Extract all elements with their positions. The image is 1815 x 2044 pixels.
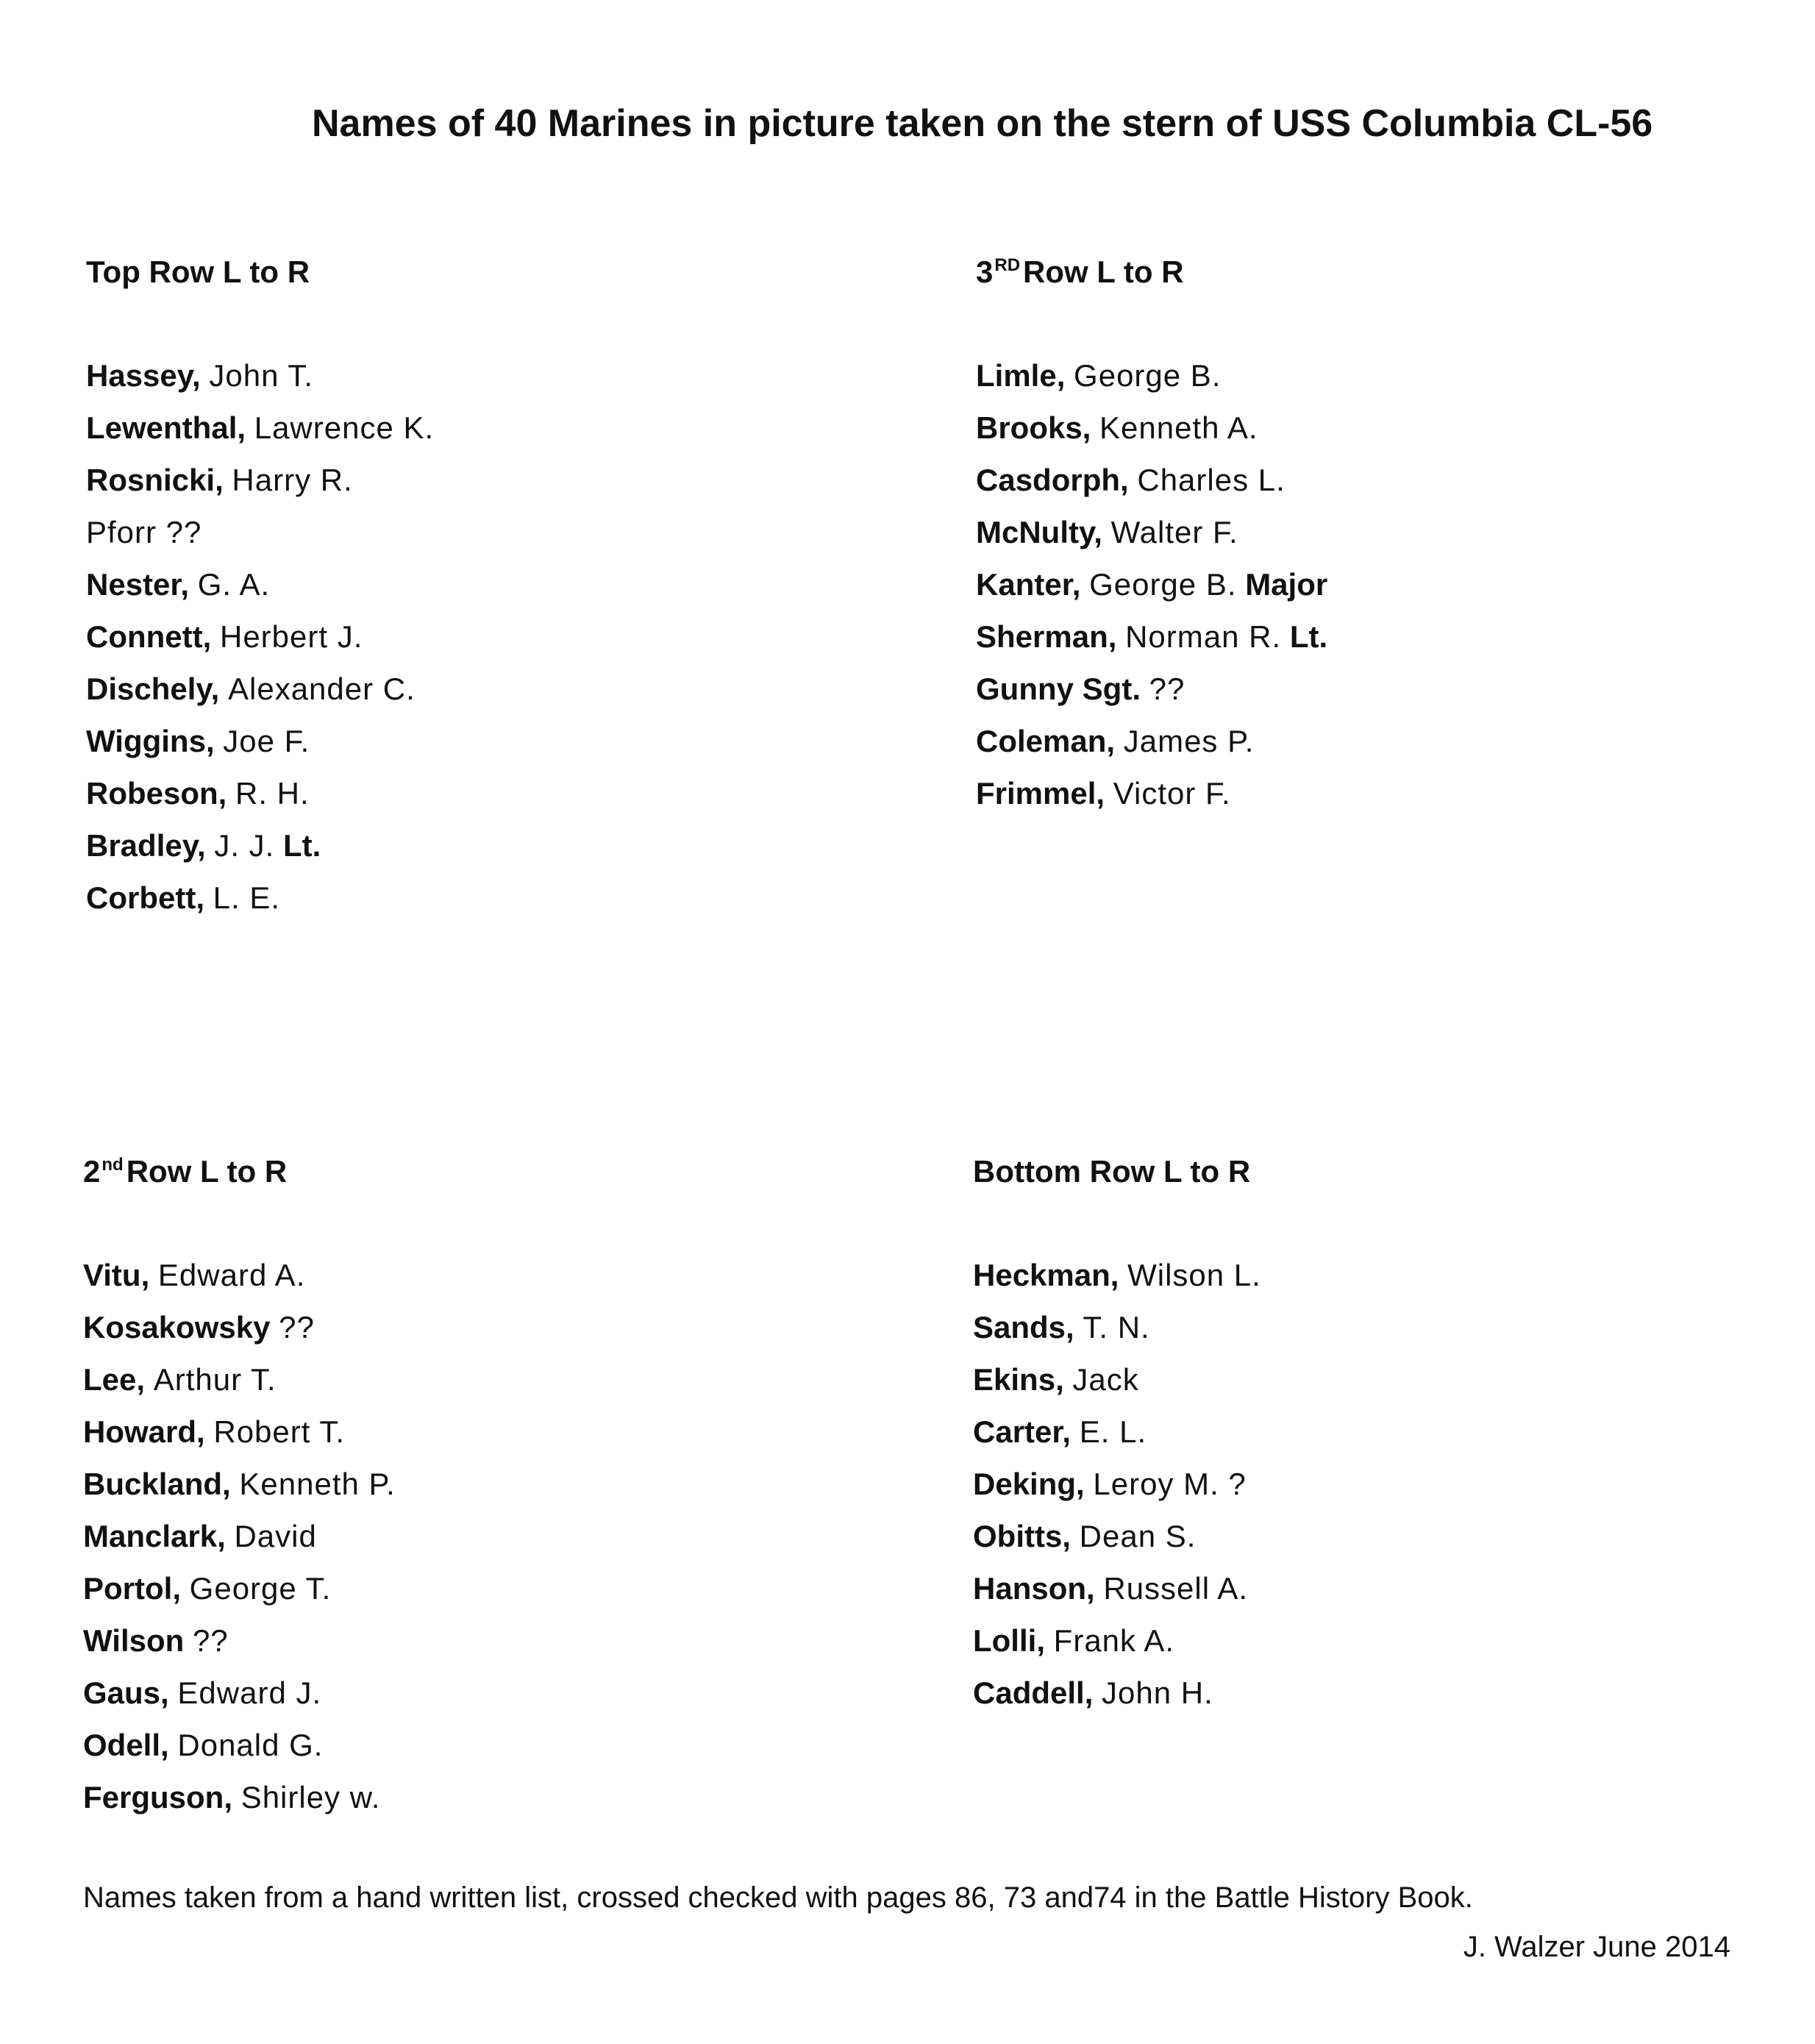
name-entry (976, 715, 1327, 767)
given-name: L. E. (213, 880, 281, 915)
given-name: Norman R. (1125, 619, 1282, 654)
name-entry (86, 715, 434, 767)
separator: , (136, 1362, 146, 1397)
separator: , (196, 880, 204, 915)
name-entry (86, 819, 434, 872)
given-name: Wilson L. (1127, 1258, 1261, 1292)
heading-number: 2 (83, 1154, 101, 1189)
heading-number: 3 (976, 254, 994, 289)
separator: , (1110, 1258, 1119, 1292)
name-entry (83, 1458, 396, 1510)
name-entry (973, 1562, 1261, 1614)
heading-superscript: RD (994, 255, 1021, 275)
name-entry (973, 1667, 1261, 1719)
name-entry (86, 610, 434, 663)
surname: Gunny Sgt. (976, 672, 1141, 706)
surname: Kosakowsky (83, 1310, 271, 1345)
separator: , (1086, 1571, 1095, 1606)
name-list (83, 1249, 396, 1823)
surname: Lolli (973, 1623, 1037, 1658)
name-entry (83, 1353, 396, 1406)
surname: Ekins (973, 1362, 1056, 1397)
separator: , (160, 1728, 169, 1762)
surname: Carter (973, 1414, 1063, 1449)
name-list (976, 349, 1327, 819)
name-entry (83, 1562, 396, 1614)
given-name: George B. (1074, 358, 1222, 393)
surname: Heckman (973, 1258, 1110, 1292)
given-name: ?? (192, 1623, 229, 1658)
name-entry (973, 1353, 1261, 1406)
given-name: Frank A. (1053, 1623, 1175, 1658)
section-heading (83, 1150, 287, 1194)
surname: Caddell (973, 1676, 1085, 1710)
given-name: Charles L. (1137, 463, 1286, 497)
given-name: George T. (189, 1571, 332, 1606)
surname: Sherman (976, 619, 1108, 654)
surname: Coleman (976, 724, 1107, 758)
given-name: T. N. (1083, 1310, 1150, 1345)
heading-text: Row L to R (126, 1154, 288, 1189)
separator: , (1066, 1310, 1074, 1345)
separator: , (224, 1780, 233, 1815)
surname: Wilson (83, 1623, 185, 1658)
separator: , (1108, 619, 1117, 654)
given-name: Edward A. (157, 1258, 306, 1292)
given-name: Robert T. (213, 1414, 345, 1449)
given-name: E. L. (1079, 1414, 1147, 1449)
rank-label: Lt. (283, 828, 321, 863)
separator: , (196, 1414, 205, 1449)
section-heading: Top Row L to R (86, 254, 310, 289)
given-name: Kenneth A. (1099, 410, 1258, 445)
heading-superscript: nd (101, 1155, 124, 1175)
given-name: ?? (1149, 672, 1185, 706)
separator: , (1094, 515, 1102, 549)
given-name: R. H. (235, 776, 310, 811)
surname: Frimmel (976, 776, 1097, 811)
separator: , (1082, 410, 1091, 445)
surname: Corbett (86, 880, 196, 915)
section-top-row (86, 250, 435, 915)
name-entry (83, 1719, 396, 1771)
separator: , (196, 828, 206, 863)
given-name: Alexander C. (227, 672, 416, 706)
given-name: Russell A. (1103, 1571, 1249, 1606)
separator: , (140, 1258, 150, 1292)
surname: Nester (86, 567, 181, 602)
name-entry (976, 349, 1327, 402)
separator: , (160, 1676, 169, 1710)
separator: , (202, 619, 212, 654)
given-name: Walter F. (1110, 515, 1238, 549)
name-entry (86, 454, 434, 506)
surname: Portol (83, 1571, 173, 1606)
separator: , (237, 410, 246, 445)
given-name: Lawrence K. (254, 410, 435, 445)
surname: Lee (83, 1362, 137, 1397)
surname: Rosnicki (86, 463, 215, 497)
separator: , (217, 1519, 226, 1553)
separator: , (1071, 567, 1081, 602)
name-entry (976, 454, 1327, 506)
name-entry (976, 767, 1327, 819)
given-name: Dean S. (1079, 1519, 1197, 1553)
separator: , (1055, 1362, 1064, 1397)
surname: Hassey (86, 358, 193, 393)
section-bottom-row (973, 1150, 1261, 1710)
name-entry (83, 1249, 396, 1301)
separator: , (180, 567, 190, 602)
separator: , (1056, 358, 1066, 393)
given-name: G. A. (197, 567, 271, 602)
surname: Deking (973, 1467, 1077, 1501)
separator: , (205, 724, 215, 758)
surname: Buckland (83, 1467, 223, 1501)
separator: , (210, 672, 220, 706)
given-name: Arthur T. (153, 1362, 277, 1397)
surname: Ferguson (83, 1780, 224, 1815)
name-entry (973, 1301, 1261, 1353)
given-name: Victor F. (1113, 776, 1231, 811)
given-name: John T. (209, 358, 314, 393)
name-entry (976, 506, 1327, 558)
given-name: Leroy M. ? (1093, 1467, 1247, 1501)
surname: Hanson (973, 1571, 1087, 1606)
section-heading (976, 250, 1184, 294)
name-list (973, 1249, 1261, 1719)
surname: Limle (976, 358, 1057, 393)
separator: , (1062, 1414, 1071, 1449)
rank-label: Lt. (1289, 619, 1328, 654)
given-name: Kenneth P. (239, 1467, 396, 1501)
name-entry (976, 558, 1327, 610)
surname: Howard (83, 1414, 197, 1449)
page-title: Names of 40 Marines in picture taken on the stern of USS Columbia CL-56 (312, 102, 1653, 145)
separator: , (222, 1467, 231, 1501)
name-entry (976, 610, 1327, 663)
given-name: Shirley w. (240, 1780, 381, 1815)
surname: Wiggins (86, 724, 206, 758)
heading-text: Row L to R (1023, 254, 1184, 289)
surname: Bradley (86, 828, 197, 863)
separator: , (1062, 1519, 1071, 1553)
separator: , (1096, 776, 1105, 811)
given-name: David (234, 1519, 317, 1553)
name-entry (86, 506, 434, 558)
name-entry (83, 1301, 396, 1353)
section-second-row (83, 1150, 396, 1815)
name-entry (973, 1510, 1261, 1562)
given-name: Joe F. (223, 724, 310, 758)
name-entry (973, 1458, 1261, 1510)
given-name: Herbert J. (219, 619, 363, 654)
given-name: Pforr ?? (86, 515, 202, 549)
name-entry (83, 1771, 396, 1823)
rank-label: Major (1245, 567, 1328, 602)
given-name: George B. (1089, 567, 1237, 602)
surname: Obitts (973, 1519, 1063, 1553)
separator: , (1106, 724, 1116, 758)
given-name: Jack (1072, 1362, 1139, 1397)
given-name: Edward J. (177, 1676, 322, 1710)
name-entry (973, 1406, 1261, 1458)
name-entry (86, 767, 434, 819)
surname: Sands (973, 1310, 1066, 1345)
given-name: J. J. (214, 828, 275, 863)
name-entry (86, 349, 434, 402)
separator: , (215, 463, 224, 497)
separator: , (192, 358, 201, 393)
surname: Casdorph (976, 463, 1121, 497)
surname: Brooks (976, 410, 1083, 445)
name-entry (83, 1667, 396, 1719)
surname: Connett (86, 619, 203, 654)
name-entry (86, 402, 434, 454)
surname: Vitu (83, 1258, 141, 1292)
given-name: James P. (1123, 724, 1255, 758)
name-entry (86, 872, 434, 924)
name-entry (86, 558, 434, 610)
name-entry (976, 402, 1327, 454)
surname: McNulty (976, 515, 1094, 549)
separator: , (1036, 1623, 1045, 1658)
name-entry (973, 1614, 1261, 1667)
surname: Manclark (83, 1519, 218, 1553)
name-entry (86, 663, 434, 715)
separator: , (1076, 1467, 1085, 1501)
given-name: Harry R. (232, 463, 353, 497)
surname: Odell (83, 1728, 161, 1762)
name-entry (83, 1406, 396, 1458)
name-entry (973, 1249, 1261, 1301)
footer-signature: J. Walzer June 2014 (1463, 1931, 1730, 1963)
name-list (86, 349, 434, 924)
separator: , (1084, 1676, 1094, 1710)
name-entry (83, 1614, 396, 1667)
section-heading: Bottom Row L to R (973, 1154, 1251, 1189)
footer-note: Names taken from a hand written list, crossed checked with pages 86, 73 and74 in the Battle History Book. (83, 1881, 1473, 1914)
surname: Lewenthal (86, 410, 238, 445)
separator: , (172, 1571, 181, 1606)
surname: Robeson (86, 776, 218, 811)
name-entry (83, 1510, 396, 1562)
separator: , (1120, 463, 1129, 497)
name-entry (976, 663, 1327, 715)
surname: Dischely (86, 672, 211, 706)
surname: Gaus (83, 1676, 161, 1710)
surname: Kanter (976, 567, 1072, 602)
section-third-row (976, 250, 1328, 811)
separator: , (218, 776, 227, 811)
given-name: Donald G. (177, 1728, 324, 1762)
given-name: ?? (279, 1310, 315, 1345)
given-name: John H. (1102, 1676, 1213, 1710)
